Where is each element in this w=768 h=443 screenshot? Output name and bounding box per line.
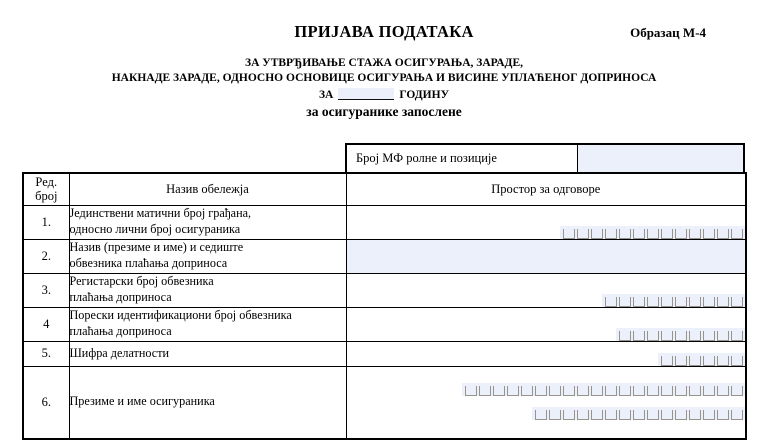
char-box — [717, 229, 729, 239]
char-box — [675, 356, 687, 366]
subtitle-line-2: НАКНАДЕ ЗАРАДЕ, ОДНОСНО ОСНОВИЦЕ ОСИГУРАЊА И ВИСИНЕ УПЛАЋЕНОГ ДОПРИНОСА — [111, 71, 657, 84]
char-box — [633, 331, 645, 341]
row-number: 6. — [23, 366, 69, 439]
char-box — [465, 386, 477, 396]
char-box — [647, 297, 659, 307]
char-box — [605, 297, 617, 307]
table-body — [23, 205, 746, 439]
char-box — [675, 386, 687, 396]
char-box — [675, 229, 687, 239]
char-box — [689, 356, 701, 366]
mf-roll-box — [345, 143, 745, 172]
char-box — [591, 229, 603, 239]
row-label-line: Регистарски број обвезника — [69, 274, 214, 289]
table-header-row — [23, 173, 746, 205]
char-box — [731, 297, 743, 307]
row-label — [69, 273, 346, 307]
row-label — [69, 307, 346, 341]
char-box — [647, 410, 659, 420]
char-box — [605, 410, 617, 420]
char-box — [633, 386, 645, 396]
char-boxes-field[interactable] — [658, 353, 745, 366]
char-box — [731, 356, 743, 366]
row-label-line: плаћања доприноса — [69, 290, 172, 304]
subtitle-line-3: за осигуранике запослене — [306, 103, 462, 119]
char-box — [717, 331, 729, 341]
row-label-line: односно лични број осигураника — [69, 222, 241, 236]
row-answer-cell[interactable] — [346, 273, 746, 307]
char-boxes-field[interactable] — [462, 383, 745, 396]
char-boxes-field[interactable] — [602, 294, 745, 307]
char-box — [591, 410, 603, 420]
row-label-line: Јединствени матични број грађана, — [69, 206, 252, 221]
char-box — [591, 386, 603, 396]
char-box — [633, 229, 645, 239]
char-box — [549, 386, 561, 396]
char-box — [479, 386, 491, 396]
table-row — [23, 341, 746, 366]
table-row — [23, 366, 746, 439]
char-box — [689, 386, 701, 396]
char-box — [661, 386, 673, 396]
row-label-line: Шифра делатности — [69, 345, 170, 360]
char-box — [647, 331, 659, 341]
data-entry-table — [22, 172, 747, 440]
char-box — [521, 386, 533, 396]
char-box — [577, 386, 589, 396]
row-label — [69, 341, 346, 366]
year-suffix-label: ГОДИНУ — [399, 88, 450, 101]
row-label-line: обвезника плаћања доприноса — [69, 256, 228, 270]
char-box — [633, 410, 645, 420]
row-number: 3. — [23, 273, 69, 307]
char-box — [675, 297, 687, 307]
char-box — [717, 410, 729, 420]
char-box — [717, 356, 729, 366]
row-number: 5. — [23, 341, 69, 366]
year-prefix-label: ЗА — [318, 88, 334, 101]
char-box — [661, 297, 673, 307]
char-box — [619, 297, 631, 307]
row-answer-cell[interactable] — [346, 307, 746, 341]
char-box — [703, 410, 715, 420]
row-label — [69, 205, 346, 239]
char-box — [661, 229, 673, 239]
form-code-label: Образац М-4 — [630, 25, 706, 40]
char-box — [619, 229, 631, 239]
row-answer-cell[interactable] — [346, 366, 746, 439]
row-label — [69, 239, 346, 273]
char-boxes-field[interactable] — [560, 226, 745, 239]
char-box — [535, 386, 547, 396]
row-number: 4 — [23, 307, 69, 341]
row-answer-cell[interactable] — [346, 341, 746, 366]
row-label-line: Порески идентификациони број обвезника — [69, 308, 292, 323]
char-box — [731, 331, 743, 341]
char-box — [577, 229, 589, 239]
char-box — [675, 410, 687, 420]
char-box — [661, 331, 673, 341]
char-box — [647, 229, 659, 239]
char-box — [703, 356, 715, 366]
header-answer-space: Простор за одговоре — [346, 173, 746, 205]
char-box — [731, 386, 743, 396]
header-ordinal — [23, 173, 69, 205]
char-box — [717, 386, 729, 396]
year-line — [0, 88, 768, 101]
char-box — [689, 229, 701, 239]
char-box — [493, 386, 505, 396]
row-label-line: плаћања доприноса — [69, 324, 172, 338]
char-box — [675, 331, 687, 341]
char-box — [703, 229, 715, 239]
char-box — [661, 356, 673, 366]
table-row — [23, 273, 746, 307]
char-box — [703, 386, 715, 396]
char-box — [535, 410, 547, 420]
char-box — [661, 410, 673, 420]
char-box — [563, 410, 575, 420]
header-ordinal-line2: број — [35, 189, 58, 204]
row-label — [69, 366, 346, 439]
char-box — [619, 331, 631, 341]
mf-roll-label: Број МФ ролне и позиције — [347, 145, 578, 172]
char-box — [605, 229, 617, 239]
char-box — [689, 297, 701, 307]
row-answer-cell[interactable] — [346, 239, 746, 273]
char-box — [563, 386, 575, 396]
char-box — [507, 386, 519, 396]
row-answer-cell[interactable] — [346, 205, 746, 239]
char-box — [549, 410, 561, 420]
char-box — [731, 229, 743, 239]
char-boxes-field[interactable] — [616, 328, 745, 341]
char-box — [619, 410, 631, 420]
mf-roll-input-field[interactable] — [578, 145, 743, 172]
char-boxes-field[interactable] — [532, 407, 745, 420]
row-number: 1. — [23, 205, 69, 239]
row-label-line: Презиме и име осигураника — [69, 394, 215, 409]
header-ordinal-line1: Ред. — [35, 174, 58, 189]
char-box — [577, 410, 589, 420]
subtitle-line-1: ЗА УТВРЂИВАЊЕ СТАЖА ОСИГУРАЊА, ЗАРАДЕ, — [245, 57, 523, 69]
year-input-field[interactable] — [338, 88, 394, 100]
char-box — [689, 410, 701, 420]
char-box — [703, 297, 715, 307]
table-row — [23, 307, 746, 341]
char-box — [647, 386, 659, 396]
row-label-line: Назив (презиме и име) и седиште — [69, 240, 244, 255]
header-feature-name: Назив обележја — [69, 173, 346, 205]
char-box — [563, 229, 575, 239]
table-row — [23, 239, 746, 273]
char-boxes-stack — [347, 378, 746, 426]
page-title: ПРИЈАВА ПОДАТАКА — [294, 22, 474, 41]
char-box — [633, 297, 645, 307]
table-row — [23, 205, 746, 239]
char-box — [703, 331, 715, 341]
char-box — [717, 297, 729, 307]
char-box — [731, 410, 743, 420]
char-box — [689, 331, 701, 341]
row-number: 2. — [23, 239, 69, 273]
char-box — [605, 386, 617, 396]
char-box — [619, 386, 631, 396]
